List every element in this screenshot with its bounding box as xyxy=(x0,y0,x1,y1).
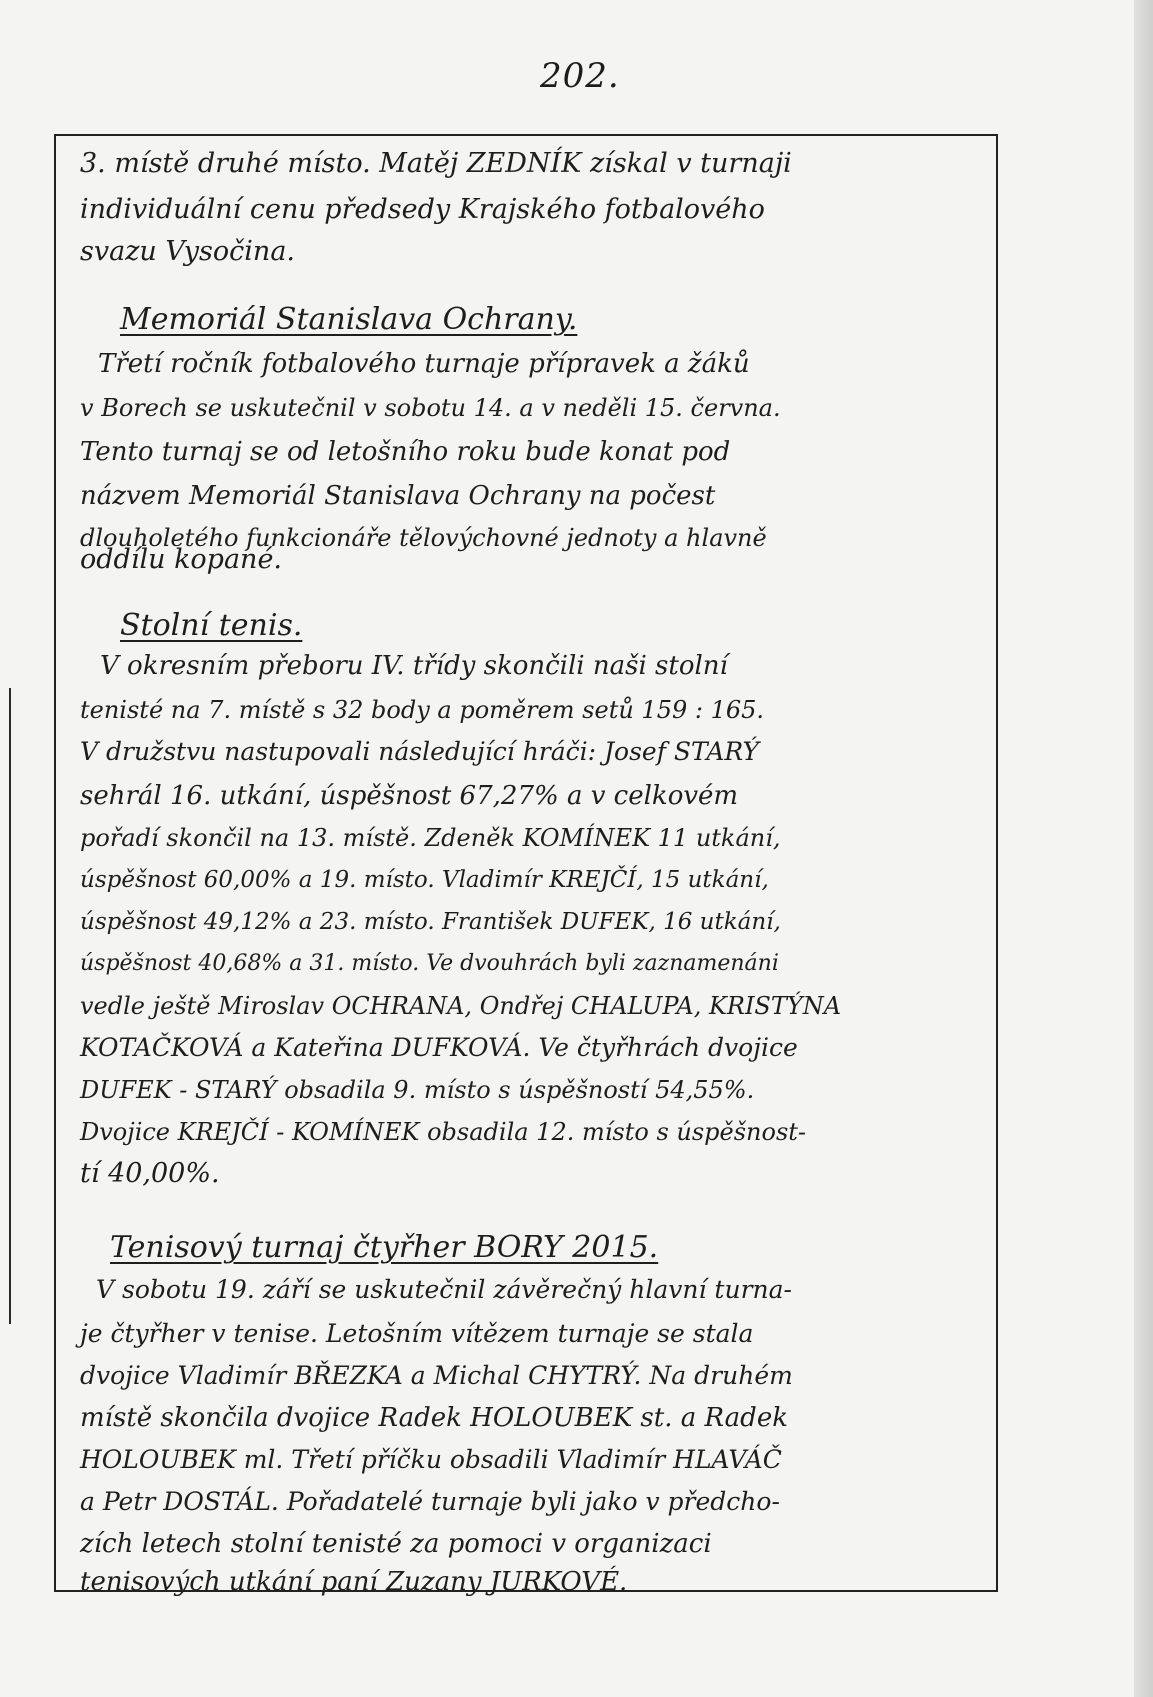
text-line: úspěšnost 60,00% a 19. místo. Vladimír KREJČÍ, 15 utkání, xyxy=(80,867,769,893)
text-line: individuální cenu předsedy Krajského fotbalového xyxy=(80,194,765,225)
page-number: 202. xyxy=(540,56,620,96)
section-heading: Memoriál Stanislava Ochrany. xyxy=(120,302,578,337)
page-edge xyxy=(1134,0,1153,1697)
text-line: úspěšnost 49,12% a 23. místo. František DUFEK, 16 utkání, xyxy=(80,909,781,935)
text-line: dlouholetého funkcionáře tělovýchovné jednoty a hlavně xyxy=(80,524,767,552)
margin-line xyxy=(9,688,11,1324)
text-line: dvojice Vladimír BŘEZKA a Michal CHYTRÝ. Na druhém xyxy=(80,1361,793,1390)
text-line: 3. místě druhé místo. Matěj ZEDNÍK získal v turnaji xyxy=(80,148,792,179)
text-line: oddílu kopané. xyxy=(80,544,283,575)
text-line: KOTAČKOVÁ a Kateřina DUFKOVÁ. Ve čtyřhrách dvojice xyxy=(80,1033,798,1062)
text-line: tenisových utkání paní Zuzany JURKOVÉ. xyxy=(80,1567,628,1597)
text-line: HOLOUBEK ml. Třetí příčku obsadili Vladimír HLAVÁČ xyxy=(80,1445,782,1474)
text-line: V družstvu nastupovali následující hráči: Josef STARÝ xyxy=(80,737,759,766)
text-line: Třetí ročník fotbalového turnaje přípravek a žáků xyxy=(98,349,750,379)
text-line: zích letech stolní tenisté za pomoci v organizaci xyxy=(80,1529,712,1559)
text-line: úspěšnost 40,68% a 31. místo. Ve dvouhrách byli zaznamenáni xyxy=(80,951,779,976)
text-line: svazu Vysočina. xyxy=(80,236,295,267)
text-line: sehrál 16. utkání, úspěšnost 67,27% a v celkovém xyxy=(80,781,739,811)
section-heading: Stolní tenis. xyxy=(120,608,303,643)
text-line: názvem Memoriál Stanislava Ochrany na počest xyxy=(80,481,716,511)
text-line: tí 40,00%. xyxy=(80,1158,220,1189)
text-line: a Petr DOSTÁL. Pořadatelé turnaje byli jako v předcho- xyxy=(80,1487,780,1516)
text-line: v Borech se uskutečnil v sobotu 14. a v neděli 15. června. xyxy=(80,394,781,422)
text-line: Dvojice KREJČÍ - KOMÍNEK obsadila 12. místo s úspěšnost- xyxy=(80,1118,807,1146)
text-line: je čtyřher v tenise. Letošním vítězem turnaje se stala xyxy=(80,1319,754,1348)
text-line: vedle ještě Miroslav OCHRANA, Ondřej CHALUPA, KRISTÝNA xyxy=(80,992,842,1020)
text-line: DUFEK - STARÝ obsadila 9. místo s úspěšností 54,55%. xyxy=(80,1076,755,1104)
text-line: tenisté na 7. místě s 32 body a poměrem setů 159 : 165. xyxy=(80,696,765,724)
text-line: Tento turnaj se od letošního roku bude konat pod xyxy=(80,437,731,467)
text-line: pořadí skončil na 13. místě. Zdeněk KOMÍNEK 11 utkání, xyxy=(80,824,781,852)
text-line: místě skončila dvojice Radek HOLOUBEK st. a Radek xyxy=(80,1403,788,1433)
text-line: V okresním přeboru IV. třídy skončili naši stolní xyxy=(100,651,728,681)
section-heading: Tenisový turnaj čtyřher BORY 2015. xyxy=(110,1230,659,1265)
text-line: V sobotu 19. září se uskutečnil závěrečný hlavní turna- xyxy=(96,1275,792,1304)
